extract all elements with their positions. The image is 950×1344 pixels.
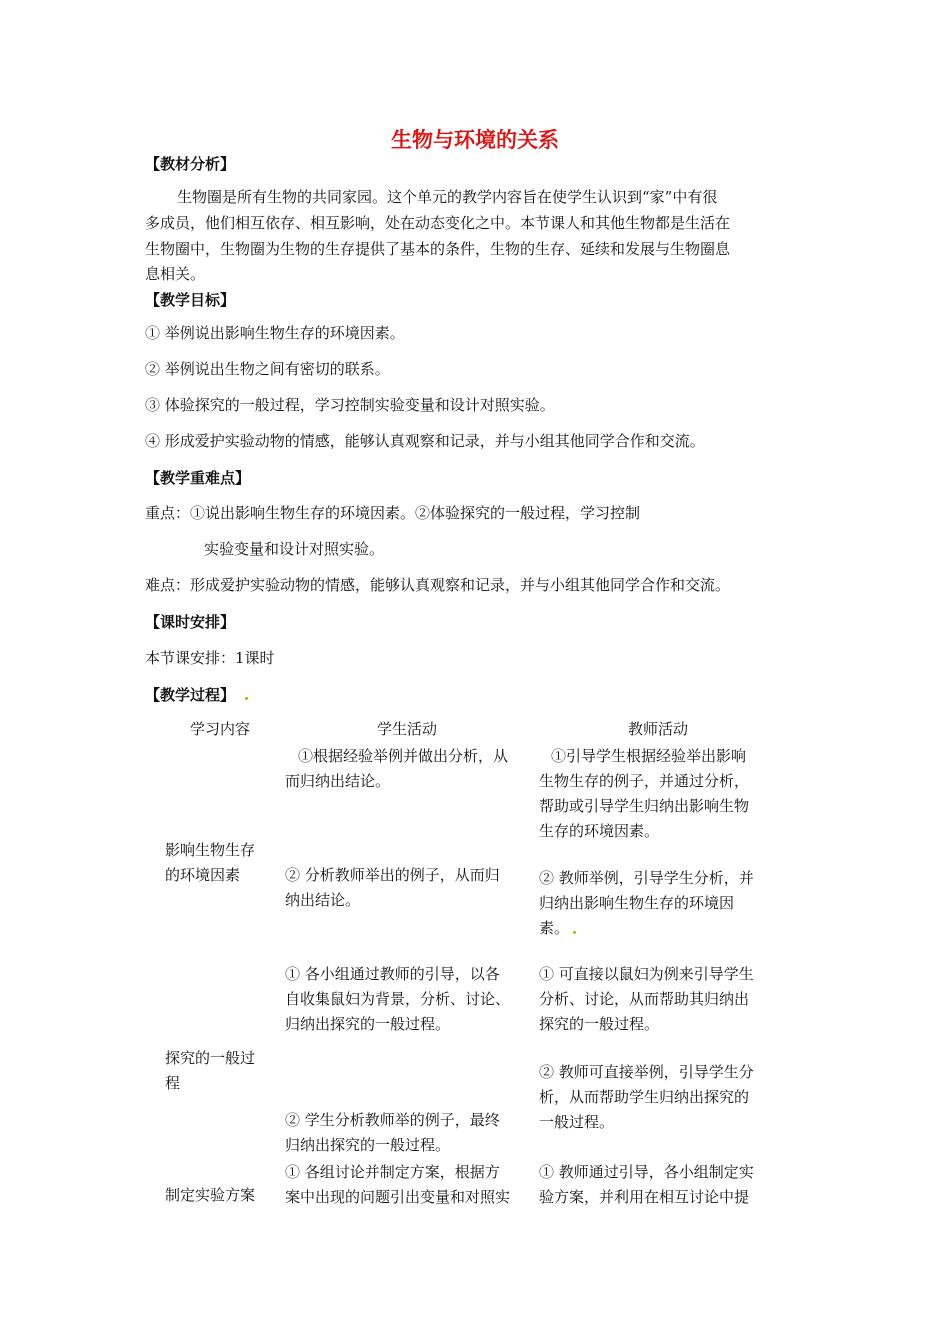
row3-student-1-line-2: 案中出现的问题引出变量和对照实 bbox=[285, 1188, 511, 1206]
difficult-point: 难点：形成爱护实验动物的情感，能够认真观察和记录，并与小组其他同学合作和交流。 bbox=[145, 576, 731, 594]
row2-teacher-1-line-1: ① 可直接以鼠妇为例来引导学生 bbox=[539, 965, 754, 983]
row2-teacher-1-line-3: 探究的一般过程。 bbox=[539, 1015, 660, 1033]
row3-teacher-1-line-2: 验方案，并利用在相互讨论中提 bbox=[539, 1188, 750, 1206]
row2-student-1-line-1: ① 各小组通过教师的引导，以各 bbox=[285, 965, 500, 983]
row2-student-2-line-1: ② 学生分析教师举的例子，最终 bbox=[285, 1111, 500, 1129]
row1-topic-line-2: 的环境因素 bbox=[165, 866, 241, 884]
analysis-line-2: 多成员，他们相互依存、相互影响，处在动态变化之中。本节课人和其他生物都是生活在 bbox=[145, 214, 731, 232]
row3-topic-line-1: 制定实验方案 bbox=[165, 1186, 256, 1204]
analysis-line-3: 生物圈中，生物圈为生物的生存提供了基本的条件，生物的生存、延续和发展与生物圈息 bbox=[145, 240, 731, 258]
row3-teacher-1-line-1: ① 教师通过引导，各小组制定实 bbox=[539, 1163, 754, 1181]
key-point-line-2: 实验变量和设计对照实验。 bbox=[204, 540, 385, 558]
heading-analysis: 【教材分析】 bbox=[145, 155, 236, 173]
row1-teacher-1-line-3: 帮助或引导学生归纳出影响生物 bbox=[539, 797, 750, 815]
key-point-line-1: 重点：①说出影响生物生存的环境因素。②体验探究的一般过程，学习控制 bbox=[145, 504, 641, 522]
row2-teacher-2-line-3: 一般过程。 bbox=[539, 1113, 615, 1131]
column-header-student: 学生活动 bbox=[377, 720, 438, 738]
row2-topic-line-2: 程 bbox=[165, 1074, 181, 1092]
row1-teacher-2-line-1: ② 教师举例，引导学生分析，并 bbox=[539, 869, 754, 887]
row2-teacher-2-line-2: 析，从而帮助学生归纳出探究的 bbox=[539, 1088, 750, 1106]
schedule-text: 本节课安排：1课时 bbox=[145, 649, 275, 667]
heading-process: 【教学过程】 bbox=[145, 686, 236, 704]
row1-teacher-1-line-2: 生物生存的例子，并通过分析， bbox=[539, 772, 750, 790]
row2-student-2-line-2: 归纳出探究的一般过程。 bbox=[285, 1136, 451, 1154]
row2-teacher-1-line-2: 分析、讨论，从而帮助其归纳出 bbox=[539, 990, 750, 1008]
row2-student-1-line-2: 自收集鼠妇为背景，分析、讨论、 bbox=[285, 990, 511, 1008]
row1-teacher-2-line-3: 素。 bbox=[539, 919, 570, 937]
row1-teacher-1-line-1: ①引导学生根据经验举出影响 bbox=[551, 747, 747, 765]
row1-student-2-line-1: ② 分析教师举出的例子，从而归 bbox=[285, 866, 500, 884]
row1-student-2-line-2: 纳出结论。 bbox=[285, 891, 361, 909]
heading-keypoints: 【教学重难点】 bbox=[145, 469, 251, 487]
goal-item-3: ③ 体验探究的一般过程，学习控制实验变量和设计对照实验。 bbox=[145, 396, 555, 414]
document-title: 生物与环境的关系 bbox=[391, 128, 559, 152]
goal-item-4: ④ 形成爱护实验动物的情感，能够认真观察和记录，并与小组其他同学合作和交流。 bbox=[145, 432, 705, 450]
row1-teacher-2-line-2: 归纳出影响生物生存的环境因 bbox=[539, 894, 735, 912]
column-header-topic: 学习内容 bbox=[190, 720, 251, 738]
row1-student-1-line-1: ①根据经验举例并做出分析，从 bbox=[298, 747, 509, 765]
row1-topic-line-1: 影响生物生存 bbox=[165, 841, 256, 859]
row2-teacher-2-line-1: ② 教师可直接举例，引导学生分 bbox=[539, 1063, 754, 1081]
mark-dot bbox=[573, 931, 576, 934]
heading-goals: 【教学目标】 bbox=[145, 291, 236, 309]
mark-dot bbox=[245, 697, 248, 700]
goal-item-1: ① 举例说出影响生物生存的环境因素。 bbox=[145, 324, 405, 342]
row2-topic-line-1: 探究的一般过 bbox=[165, 1049, 256, 1067]
analysis-line-4: 息相关。 bbox=[145, 265, 206, 283]
row2-student-1-line-3: 归纳出探究的一般过程。 bbox=[285, 1015, 451, 1033]
column-header-teacher: 教师活动 bbox=[628, 720, 689, 738]
row1-student-1-line-2: 而归纳出结论。 bbox=[285, 772, 391, 790]
row1-teacher-1-line-4: 生存的环境因素。 bbox=[539, 822, 660, 840]
row3-student-1-line-1: ① 各组讨论并制定方案，根据方 bbox=[285, 1163, 500, 1181]
goal-item-2: ② 举例说出生物之间有密切的联系。 bbox=[145, 360, 390, 378]
heading-schedule: 【课时安排】 bbox=[145, 613, 236, 631]
analysis-line-1: 生物圈是所有生物的共同家园。这个单元的教学内容旨在使学生认识到“家”中有很 bbox=[177, 188, 718, 206]
